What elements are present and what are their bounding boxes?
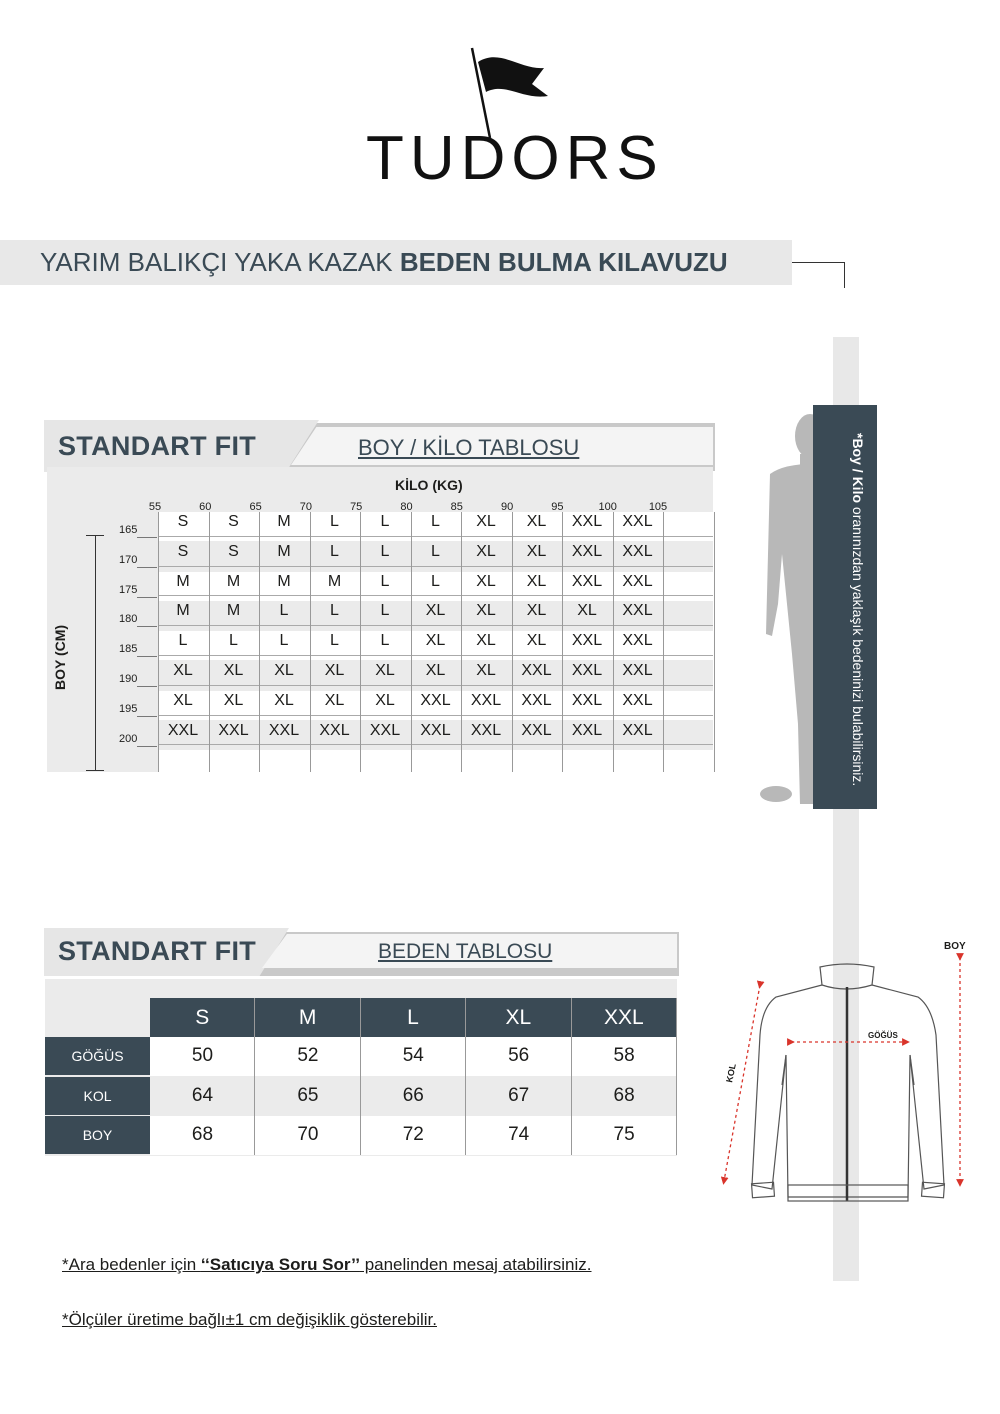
kilo-grid-cell: XL (425, 662, 446, 679)
kilo-label: 80 (400, 501, 413, 513)
kilo-label: 70 (299, 501, 313, 513)
boy-label: 195 (119, 702, 138, 715)
kilo-grid-vline (663, 512, 664, 772)
kilo-grid-cell: L (431, 513, 440, 530)
kilo-grid-cell: S (177, 513, 189, 530)
kilo-grid-cell: XL (476, 572, 496, 590)
kilo-label: 95 (551, 501, 564, 513)
boy-tick (137, 686, 157, 687)
beden-table-cell: 52 (297, 1045, 319, 1066)
kilo-grid-cell: XXL (521, 721, 552, 739)
kilo-grid-cell: XXL (622, 572, 653, 590)
kilo-grid-cell: XXL (571, 542, 603, 560)
brand-name: TUDORS (366, 124, 664, 193)
kilo-grid-cell: L (330, 602, 339, 620)
title-normal: YARIM BALIKÇI YAKA KAZAK (40, 247, 393, 277)
kilo-grid-cell: XXL (571, 513, 603, 530)
kilo-grid-cell: XXL (470, 691, 502, 709)
kilo-grid-cell: XL (324, 691, 345, 709)
kilo-label: 100 (598, 501, 617, 513)
boy-label: 190 (119, 673, 138, 685)
kilo-label: 75 (350, 501, 363, 513)
kilo-grid-cell: M (176, 572, 190, 590)
kilo-grid-cell: L (380, 513, 390, 530)
jacket-label-boy: BOY (944, 941, 966, 952)
beden-row-label: KOL (45, 1077, 150, 1115)
kilo-grid-hline (158, 715, 713, 716)
kilo-label: 85 (450, 501, 463, 513)
kilo-grid-cell: XXL (622, 602, 653, 620)
kilo-grid-cell: XXL (622, 691, 653, 709)
kilo-grid-cell: XL (425, 602, 446, 620)
page-title (40, 246, 728, 278)
note-rest: oranınızdan yaklaşık bedeninizi bulabilirsiniz. (850, 506, 866, 787)
kilo-grid-hline (158, 595, 713, 596)
beden-table-vline (465, 998, 466, 1155)
kilo-grid-cell: XXL (571, 691, 603, 709)
jacket-illustration-icon (716, 935, 986, 1225)
kilo-grid-cell: XL (476, 632, 496, 650)
kilo-grid-hline (158, 744, 713, 745)
kilo-grid-cell: XXL (622, 542, 653, 560)
kilo-grid-cell: XXL (369, 721, 401, 739)
title-bold: BEDEN BULMA KILAVUZU (399, 247, 728, 277)
title-decor-line (792, 262, 845, 288)
beden-section-subtitle: BEDEN TABLOSU (378, 940, 553, 963)
kilo-grid-cell: XL (173, 691, 193, 709)
kilo-grid-cell: L (431, 542, 440, 560)
beden-table-cell: 58 (613, 1045, 635, 1066)
boy-label: 165 (119, 524, 138, 536)
kilo-grid-row-bg (158, 750, 713, 779)
kilo-grid-cell: XXL (420, 691, 451, 709)
kilo-grid-cell: XL (375, 691, 395, 709)
beden-size-header: M (255, 998, 359, 1037)
beden-table-cell: 66 (402, 1085, 424, 1106)
beden-table-vline (254, 998, 255, 1155)
beden-size-header: XXL (572, 998, 676, 1037)
jacket-label-gogus: GÖĞÜS (868, 1031, 898, 1040)
kilo-grid-cell: XXL (622, 513, 653, 530)
footnote-1-bold: ‘‘Satıcıya Soru Sor’’ (200, 1255, 360, 1274)
beden-table-cell: 72 (402, 1124, 424, 1145)
kilo-grid-cell: S (228, 542, 239, 560)
kilo-grid-cell: L (380, 572, 390, 590)
beden-table-cell: 65 (297, 1085, 319, 1106)
kilo-grid-cell: XL (526, 513, 547, 530)
kilo-grid-cell: XXL (470, 721, 502, 739)
kilo-grid-vline (714, 512, 715, 772)
kilo-grid-cell: L (380, 602, 390, 620)
note-text (813, 405, 877, 809)
kilo-grid-cell: M (277, 542, 291, 560)
kilo-grid-cell: L (330, 632, 339, 650)
beden-table-vline (360, 998, 361, 1155)
kilo-grid-cell: XXL (319, 721, 350, 739)
boy-tick (137, 626, 157, 627)
beden-table-cell: 75 (613, 1124, 635, 1145)
boy-tick (137, 656, 157, 657)
kilo-grid-cell: XXL (521, 662, 552, 679)
kilo-grid-cell: XL (173, 662, 193, 679)
kilo-grid-cell: XL (476, 513, 496, 530)
footnote-2: *Ölçüler üretime bağlı±1 cm değişiklik gösterebilir. (62, 1310, 437, 1329)
kilo-grid-cell: XXL (268, 721, 300, 739)
kilo-grid-cell: L (380, 542, 390, 560)
kilo-grid-cell: XXL (571, 721, 603, 739)
boy-tick (137, 537, 157, 538)
kilo-grid-cell: L (330, 513, 339, 530)
boy-label: 200 (119, 732, 138, 745)
kilo-grid-cell: M (277, 513, 291, 530)
boy-axis-line (95, 535, 96, 771)
beden-size-header: L (361, 998, 465, 1037)
kilo-grid-cell: XL (526, 542, 547, 560)
kilo-grid-cell: M (226, 572, 241, 590)
kilo-section-subtitle: BOY / KİLO TABLOSU (358, 435, 580, 460)
beden-table-cell: 68 (191, 1124, 214, 1145)
kilo-grid-cell: XL (577, 602, 597, 620)
kilo-label: 65 (249, 501, 262, 513)
kilo-grid-cell: XL (526, 602, 547, 620)
footnote-1 (62, 1255, 592, 1275)
boy-tick (137, 567, 157, 568)
kilo-grid-cell: XXL (571, 662, 603, 679)
kilo-section-fit: STANDART FIT (58, 431, 257, 461)
kilo-grid-cell: XL (274, 691, 294, 709)
kilo-grid-hline (158, 625, 713, 626)
kilo-grid-cell: M (176, 602, 190, 620)
beden-size-header: S (150, 998, 254, 1037)
kilo-grid-cell: L (330, 542, 339, 560)
kilo-grid-cell: XXL (521, 691, 552, 709)
kilo-grid-cell: XL (223, 662, 244, 679)
footnote-1-pre: *Ara bedenler için (62, 1255, 201, 1274)
boy-axis-tick-bottom (86, 770, 104, 771)
kilo-grid-cell: XL (526, 632, 547, 650)
kilo-grid-cell: L (178, 632, 188, 650)
kilo-grid-hline (158, 566, 713, 567)
beden-table-cell: 70 (297, 1124, 319, 1145)
kilo-grid-cell: L (279, 602, 289, 620)
brand-logo (360, 40, 664, 193)
boy-label: 170 (119, 553, 138, 566)
beden-table-cell: 64 (191, 1085, 214, 1106)
beden-table-cell: 50 (191, 1045, 214, 1066)
kilo-grid-cell: XL (375, 662, 395, 679)
kilo-grid-hline (158, 655, 713, 656)
kilo-axis-title: KİLO (KG) (395, 477, 463, 493)
boy-label: 180 (119, 613, 138, 626)
note-bold: *Boy / Kilo (850, 433, 866, 504)
kilo-grid-cell: XL (476, 662, 496, 679)
beden-table-cell: 54 (402, 1045, 424, 1066)
kilo-grid-cell: M (277, 572, 291, 590)
kilo-grid-cell: XL (223, 691, 244, 709)
kilo-grid-cell: M (226, 602, 241, 620)
boy-tick (137, 746, 157, 747)
kilo-grid-cell: L (431, 572, 440, 590)
kilo-grid-cell: S (177, 542, 189, 560)
kilo-grid-cell: XL (476, 542, 496, 560)
kilo-grid-hline (158, 685, 713, 686)
beden-table-cell: 56 (508, 1045, 530, 1066)
beden-row-label: GÖĞÜS (45, 1037, 150, 1075)
kilo-grid-cell: M (327, 572, 342, 590)
kilo-grid-cell: S (228, 513, 239, 530)
kilo-grid-cell: XL (526, 572, 547, 590)
kilo-grid-cell: L (229, 632, 238, 650)
beden-table-cell: 67 (508, 1085, 530, 1106)
kilo-grid-cell: XXL (571, 632, 603, 650)
boy-tick (137, 597, 157, 598)
kilo-grid-hline (158, 536, 713, 537)
boy-tick (137, 716, 157, 717)
boy-label: 175 (119, 583, 138, 596)
kilo-grid-cell: XL (274, 662, 294, 679)
kilo-grid-cell: L (279, 632, 289, 650)
kilo-grid-cell: XXL (420, 721, 451, 739)
beden-row-label: BOY (45, 1116, 150, 1154)
kilo-grid-cell: XL (476, 602, 496, 620)
kilo-label: 60 (199, 501, 212, 513)
kilo-grid-cell: XL (324, 662, 345, 679)
kilo-grid-cell: L (380, 632, 390, 650)
beden-size-header: XL (466, 998, 570, 1037)
beden-section-fit: STANDART FIT (58, 936, 257, 966)
boy-axis-tick-top (86, 535, 104, 536)
boy-axis-title: BOY (CM) (52, 624, 68, 690)
kilo-label: 105 (648, 501, 668, 513)
kilo-grid-cell: XXL (571, 572, 603, 590)
beden-table-vline (571, 998, 572, 1155)
beden-table-cell: 68 (613, 1085, 635, 1106)
kilo-label: 90 (500, 501, 514, 513)
kilo-grid-cell: XXL (622, 721, 653, 739)
jacket-label-kol: KOL (724, 1062, 738, 1084)
beden-table-vline (676, 998, 677, 1155)
footnote-1-post: panelinden mesaj atabilirsiniz. (359, 1255, 592, 1274)
kilo-grid-cell: XXL (622, 632, 653, 650)
kilo-grid-cell: XXL (622, 662, 653, 679)
kilo-grid-cell: XL (425, 632, 446, 650)
kilo-grid-cell: XXL (167, 721, 199, 739)
kilo-grid-cell: XXL (218, 721, 249, 739)
boy-label: 185 (119, 643, 138, 656)
beden-table-cell: 74 (508, 1124, 530, 1145)
kilo-label: 55 (148, 501, 162, 513)
